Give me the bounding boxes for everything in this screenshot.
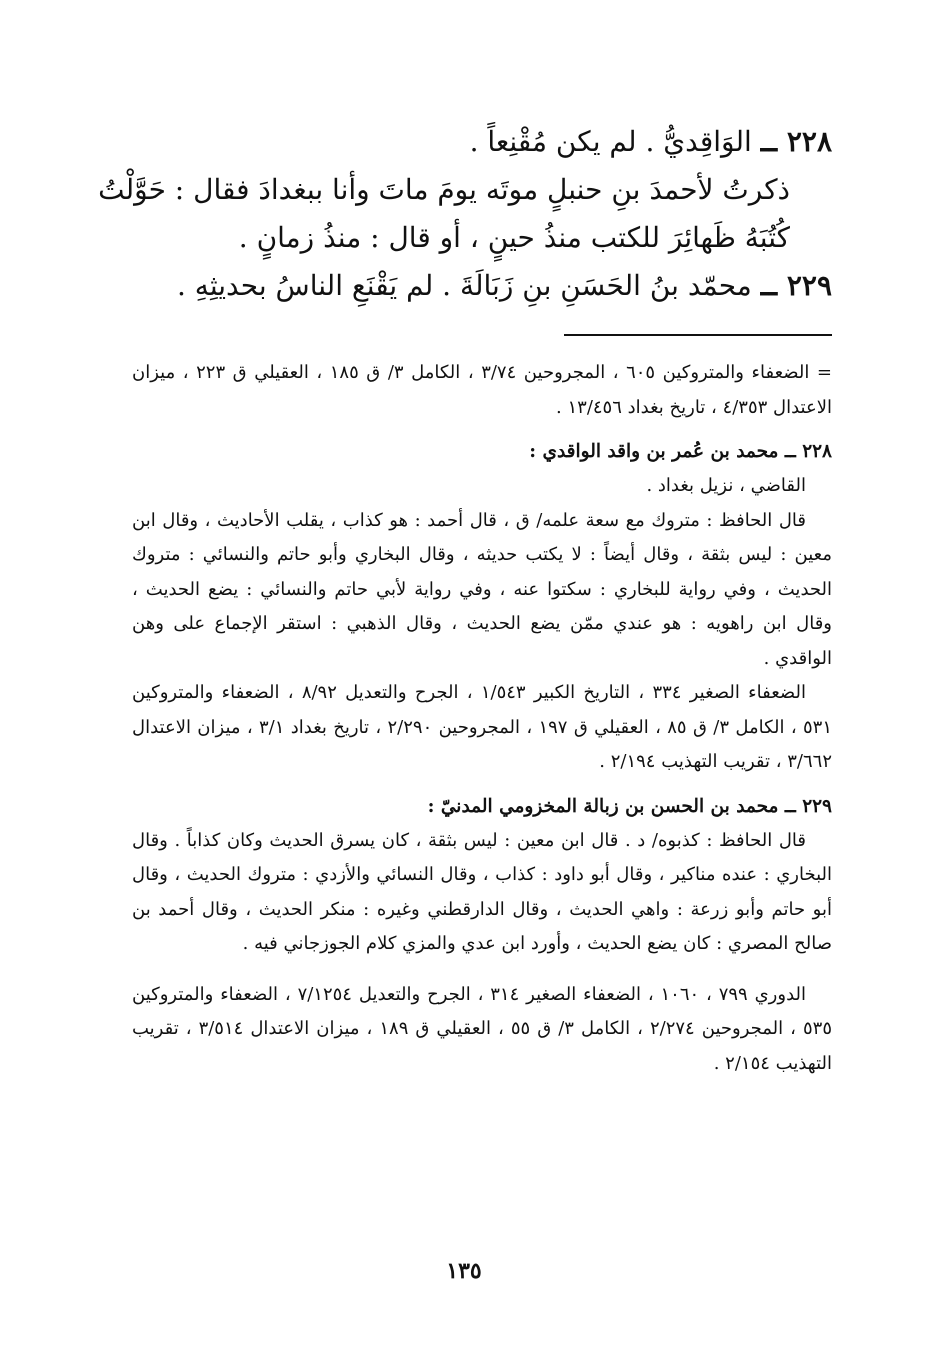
footnote-heading-229: ٢٢٩ ــ محمد بن الحسن بن زبالة المخزومي المدنيّ : xyxy=(427,795,832,817)
footnote-body-229: قال الحافظ : كذبوه/ د . قال ابن معين : ليس بثقة ، كان يسرق الحديث وكان كذاباً . وقال البخاري : عنده مناكير ، وقال أبو داود : كذاب ، وقال النسائي والأزدي : متروك الحديث ، وقال أبو حاتم وأبو زرعة : واهي الحديث ، وقال الدارقطني وغيره : منكر الحديث ، وقال أحمد بن صالح المصري : كان يضع الحديث ، وأورد ابن عدي والمزي كلام الجوزجاني فيه . xyxy=(132,829,832,954)
page-number: ١٣٥ xyxy=(446,1258,482,1284)
footnote-divider xyxy=(564,334,832,336)
entry-text: محمّد بنُ الحَسَنِ بنِ زَبَالَةَ . لم يَقْنَعِ الناسُ بحديثِهِ . xyxy=(177,269,752,302)
footnote-body-228: قال الحافظ : متروك مع سعة علمه/ ق ، قال أحمد : هو كذاب ، يقلب الأحاديث ، وقال ابن معين : ليس بثقة ، وقال أيضاً : لا يكتب حديثه ، وقال البخاري وأبو حاتم والنسائي : متروك الحديث ، وفي رواية للبخاري : سكتوا عنه ، وفي رواية لأبي حاتم والنسائي : يضع الحديث ، وقال ابن راهويه : هو عندي ممّن يضع الحديث ، وقال الذهبي : استقر الإجماع على وهن الواقدي . xyxy=(132,509,832,669)
entry-number: ٢٢٩ ــ xyxy=(760,269,832,302)
narration-line: ذكرتُ لأحمدَ بنِ حنبلٍ موتَه يومَ ماتَ وأنا ببغدادَ فقال : حَوَّلْتُ xyxy=(98,173,790,206)
footnote-intro-228: القاضي ، نزيل بغداد . xyxy=(646,475,806,496)
main-text xyxy=(98,118,832,310)
footnote-sources-228: الضعفاء الصغير ٣٣٤ ، التاريخ الكبير ١/٥٤٣ ، الجرح والتعديل ٨/٩٢ ، الضعفاء والمتروكين ٥٣١ ، الكامل ٣/ ق ٨٥ ، العقيلي ق ١٩٧ ، المجروحين ٢/٢٩٠ ، تاريخ بغداد ٣/١ ، ميزان الاعتدال ٣/٦٦٢ ، تقريب التهذيب ٢/١٩٤ . xyxy=(132,682,832,772)
footnote-heading-228: ٢٢٨ ــ محمد بن عُمر بن واقد الواقدي : xyxy=(529,441,832,462)
entry-229 xyxy=(150,262,832,310)
entry-number: ٢٢٨ ــ xyxy=(760,125,832,158)
footnote-continuation: = الضعفاء والمتروكين ٦٠٥ ، المجروحين ٣/٧٤ ، الكامل ٣/ ق ١٨٥ ، العقيلي ق ٢٢٣ ، ميزان الاعتدال ٤/٣٥٣ ، تاريخ بغداد ١٣/٤٥٦ . xyxy=(132,362,832,418)
footnote-sources-229: الدوري ٧٩٩ ، ١٠٦٠ ، الضعفاء الصغير ٣١٤ ، الجرح والتعديل ٧/١٢٥٤ ، الضعفاء والمتروكين ٥٣٥ ، المجروحين ٢/٢٧٤ ، الكامل ٣/ ق ٥٥ ، العقيلي ق ١٨٩ ، ميزان الاعتدال ٣/٥١٤ ، تقريب التهذيب ٢/١٥٤ . xyxy=(132,983,832,1074)
footnotes xyxy=(132,356,832,1081)
entry-text: الوَاقِديُّ . لم يكن مُقْنِعاً . xyxy=(469,125,752,158)
entry-228 xyxy=(150,118,832,166)
narration-line: كُتُبَهُ ظَهائِرَ للكتب منذُ حينٍ ، أو قال : منذُ زمانٍ . xyxy=(238,221,790,254)
